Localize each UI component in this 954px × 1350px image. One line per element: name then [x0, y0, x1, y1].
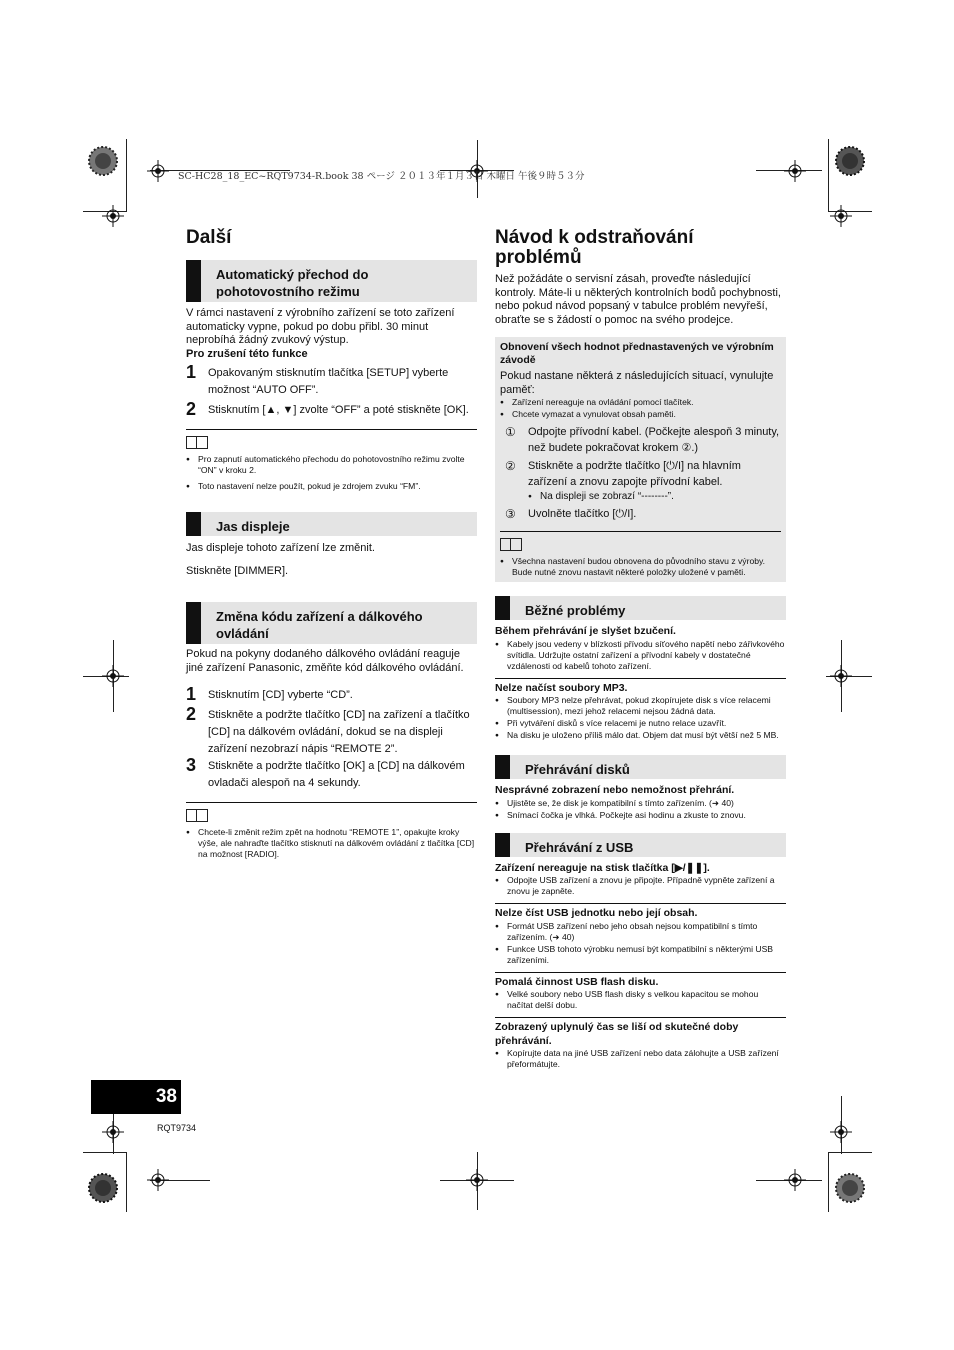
step-number: 2	[186, 399, 197, 419]
registration-mark-icon	[102, 1121, 124, 1143]
subheading: Pro zrušení této funkce	[186, 347, 308, 360]
bullet-item: ● Chcete vymazat a vynulovat obsah paměti.	[500, 409, 781, 420]
bullet-item: ● Kopírujte data na jiné USB zařízení nebo data zálohujte a USB zařízení přeformátujte.	[495, 1048, 786, 1070]
step-number: 3	[186, 755, 197, 775]
registration-mark-icon	[784, 160, 806, 182]
section-heading-text: Automatický přechod do pohotovostního režimu	[216, 267, 369, 299]
section-heading	[186, 512, 477, 536]
section-heading	[186, 260, 477, 302]
bullet-item: ● Snímací čočka je vlhká. Počkejte asi hodinu a zkuste to znovu.	[495, 810, 786, 821]
registration-mark-icon	[830, 665, 852, 687]
note-book-icon	[186, 809, 208, 822]
section-heading	[186, 602, 477, 644]
note-item: ● Toto nastavení nelze použít, pokud je zdrojem zvuku “FM”.	[186, 481, 477, 492]
step-text: Stisknutím [▲, ▼] zvolte “OFF” a poté stiskněte [OK].	[208, 404, 469, 416]
section-heading-text: Běžné problémy	[525, 603, 626, 618]
note-book-icon	[500, 538, 522, 551]
step-text: Uvolněte tlačítko [⏻/I].	[528, 508, 637, 520]
step-number: 1	[186, 684, 197, 704]
registration-mark-icon	[102, 665, 124, 687]
bullet-item: ● Kabely jsou vedeny v blízkosti přívodu síťového napětí nebo zářivkového svítidla. Udržujte ostatní zařízení a přívodní kabely v dostatečné vzdálenosti od kabelů tohoto zařízení.	[495, 639, 786, 672]
divider	[495, 972, 786, 973]
step	[186, 399, 477, 419]
paragraph: Jas displeje tohoto zařízení lze změnit.	[186, 542, 375, 554]
bullet-list	[495, 989, 786, 1011]
step-text: Odpojte přívodní kabel. (Počkejte alespoň 3 minuty, než budete pokračovat krokem ②.)	[528, 426, 780, 454]
note-item: ● Všechna nastavení budou obnovena do původního stavu z výroby. Bude nutné znovu nastavit některé položky uložené v paměti.	[500, 556, 781, 578]
problem-heading: Během přehrávání je slyšet bzučení.	[495, 625, 676, 637]
step-text: Stisknutím [CD] vyberte “CD”.	[208, 689, 353, 701]
page-number: 38	[155, 1086, 177, 1107]
step-mark: ③	[505, 507, 516, 521]
registration-mark-icon	[784, 1169, 806, 1191]
bullet-list	[495, 798, 786, 821]
note-list	[186, 827, 477, 860]
section-heading	[495, 596, 786, 620]
reset-step	[500, 424, 781, 456]
note-book-icon	[186, 436, 208, 449]
page-title: Další	[186, 227, 232, 248]
bullet-item: ● Při vytváření disků s více relacemi je nutno relace uzavřít.	[495, 718, 786, 729]
step	[186, 362, 477, 399]
color-target-icon	[835, 1173, 865, 1203]
bullet-item: ● Na displeji se zobrazí “--------”.	[528, 490, 781, 504]
bullet-item: ● Soubory MP3 nelze přehrávat, pokud zkopírujete disk s více relacemi (multisession), mezi jehož relacemi nejsou žádná data.	[495, 695, 786, 717]
bullet-item: ● Ujistěte se, že disk je kompatibilní s tímto zařízením. (➜ 40)	[495, 798, 786, 809]
reset-heading: Obnovení všech hodnot přednastavených ve výrobním závodě	[500, 341, 774, 366]
problem-heading: Pomalá činnost USB flash disku.	[495, 975, 659, 988]
bullet-list	[495, 1048, 786, 1070]
step-number: 2	[186, 704, 197, 724]
step-mark: ②	[505, 459, 516, 473]
step-text: Stiskněte a podržte tlačítko [CD] na zařízení a tlačítko [CD] na dálkovém ovládání, dokud se na displeji zařízení nezobrazí nápis “REMOTE 2”.	[208, 709, 470, 755]
page-title: Návod k odstraňování problémů	[495, 227, 694, 268]
paragraph: V rámci nastavení z výrobního zařízení se toto zařízení automaticky vypne, pokud po dobu přibl. 30 minut neprobíhá žádný zvukový výstup.	[186, 307, 455, 346]
step-text: Stiskněte a podržte tlačítko [OK] a [CD] na dálkovém ovladači alespoň na 4 sekundy.	[208, 760, 465, 789]
section-heading-text: Přehrávání disků	[525, 762, 630, 777]
bullet-list	[495, 875, 786, 897]
model-code: RQT9734	[157, 1123, 197, 1133]
divider	[495, 1017, 786, 1018]
bullet-list	[495, 695, 786, 741]
paragraph: Než požádáte o servisní zásah, proveďte následující kontroly. Máte-li u některých kontrolních bodů pochybnosti, nebo pokud návod popsaný v tabulce problém nevyřeší, obraťte se s žádostí o pomoc na svého prodejce.	[495, 273, 781, 326]
problem-heading: Zobrazený uplynulý čas se liší od skutečné doby přehrávání.	[495, 1021, 739, 1047]
problem-heading: Nesprávné zobrazení nebo nemožnost přehrání.	[495, 784, 735, 796]
color-target-icon	[88, 1173, 118, 1203]
reset-step	[500, 458, 781, 490]
bullet-list	[495, 639, 786, 672]
reset-step	[500, 506, 781, 522]
note-divider	[186, 429, 477, 430]
divider	[495, 678, 786, 679]
note-item: ● Pro zapnutí automatického přechodu do pohotovostního režimu zvolte “ON” v kroku 2.	[186, 454, 477, 476]
section-heading-text: Přehrávání z USB	[525, 839, 634, 855]
bullet-list	[500, 397, 781, 420]
problem-heading: Zařízení nereaguje na stisk tlačítka [▶/❚❚].	[495, 861, 710, 874]
step-text: Stiskněte a podržte tlačítko [⏻/I] na hlavním zařízení a znovu zapojte přívodní kabel.	[528, 460, 741, 488]
right-column	[495, 228, 786, 1071]
step	[186, 684, 477, 704]
note-list	[500, 556, 781, 578]
bullet-item: ● Odpojte USB zařízení a znovu je připojte. Případně vypněte zařízení a znovu je zapněte.	[495, 875, 786, 897]
section-heading-text: Změna kódu zařízení a dálkového ovládání	[216, 609, 423, 641]
bullet-list	[500, 490, 781, 504]
color-target-icon	[835, 146, 865, 176]
note-divider	[186, 802, 477, 803]
registration-mark-icon	[830, 205, 852, 227]
bullet-item: ● Funkce USB tohoto výrobku nemusí být kompatibilní s některými USB zařízeními.	[495, 944, 786, 966]
step-number: 1	[186, 362, 197, 382]
step-text: Opakovaným stisknutím tlačítka [SETUP] vyberte možnost “AUTO OFF”.	[208, 367, 449, 396]
registration-mark-icon	[147, 160, 169, 182]
bullet-item: ● Na disku je uloženo příliš málo dat. Objem dat musí být větší než 5 MB.	[495, 730, 786, 741]
note-list	[186, 454, 477, 492]
problem-heading: Nelze číst USB jednotku nebo její obsah.	[495, 907, 698, 919]
registration-mark-icon	[830, 1121, 852, 1143]
step-mark: ①	[505, 425, 516, 439]
bullet-item: ● Zařízení nereaguje na ovládání pomocí tlačítek.	[500, 397, 781, 408]
section-heading-text: Jas displeje	[216, 519, 290, 534]
section-heading	[495, 833, 786, 857]
file-header-line: SC-HC28_18_EC~RQT9734-R.book 38 ページ ２０１３年１月３日 木曜日 午後９時５３分	[178, 171, 585, 182]
paragraph: Stiskněte [DIMMER].	[186, 564, 289, 577]
registration-mark-icon	[102, 205, 124, 227]
page-number-tab	[91, 1080, 181, 1114]
step	[186, 704, 477, 758]
note-item: ● Chcete-li změnit režim zpět na hodnotu “REMOTE 1”, opakujte kroky výše, ale nahraďte tlačítko stisknutí na dálkovém ovládání z tlačítka [CD] na možnost [RADIO].	[186, 827, 477, 860]
registration-mark-icon	[147, 1169, 169, 1191]
bullet-item: ● Formát USB zařízení nebo jeho obsah nejsou kompatibilní s tímto zařízením. (➜ 40)	[495, 921, 786, 943]
bullet-item: ● Velké soubory nebo USB flash disky s velkou kapacitou se mohou načítat delší dobu.	[495, 989, 786, 1011]
bullet-list	[495, 921, 786, 966]
left-column	[186, 228, 477, 865]
step	[186, 755, 477, 792]
divider	[495, 903, 786, 904]
note-divider	[500, 531, 781, 532]
registration-mark-icon	[466, 1169, 488, 1191]
paragraph: Pokud nastane některá z následujících situací, vynulujte paměť:	[500, 370, 774, 396]
section-heading	[495, 755, 786, 779]
problem-heading: Nelze načíst soubory MP3.	[495, 681, 628, 694]
color-target-icon	[88, 146, 118, 176]
paragraph: Pokud na pokyny dodaného dálkového ovládání reaguje jiné zařízení Panasonic, změňte kód dálkového ovládání.	[186, 648, 464, 674]
reset-box	[495, 337, 786, 582]
